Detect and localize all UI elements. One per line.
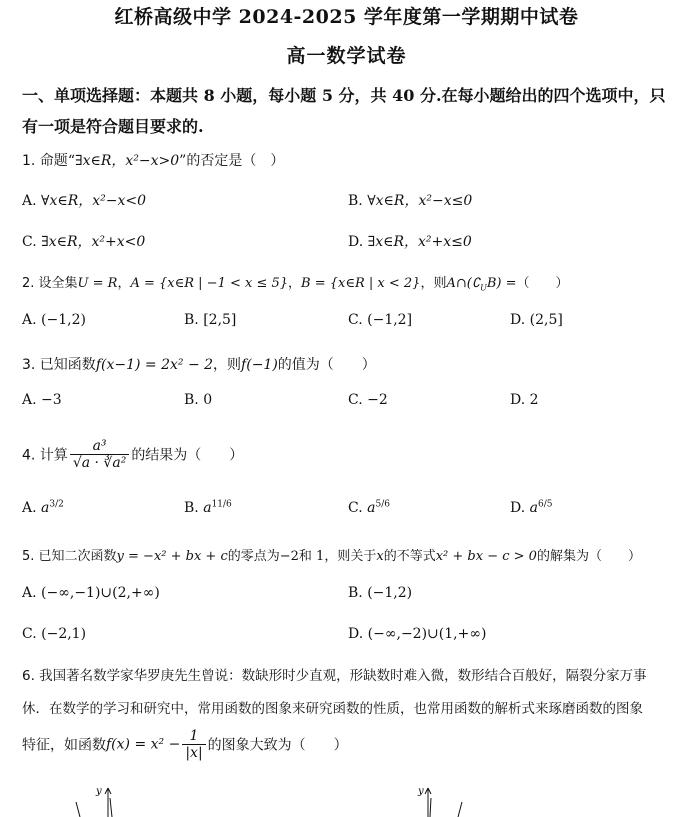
q3-option-b[interactable]: B. 0 xyxy=(184,392,213,408)
q6-graph-b-y-label: y xyxy=(418,786,424,797)
question-4: 4. 计算 $\frac{\text{a³}}{\text{√a · ∛a²}}$ 的结果为（ ） xyxy=(22,438,244,471)
q1-option-d[interactable]: D. ∃x∈R，x²+x≤0 xyxy=(348,234,472,250)
q3-option-a[interactable]: A. −3 xyxy=(22,392,62,408)
q1-statement: ∃x∈R，x²−x>0 xyxy=(74,153,180,169)
q1-prefix: 1. 命题 xyxy=(22,153,68,169)
q2-option-a[interactable]: A. (−1,2) xyxy=(22,312,86,328)
q6-line-2: 休．在数学的学习和研究中，常用函数的图象来研究函数的性质，也常用函数的解析式来琢磨函数的图象 xyxy=(22,701,643,717)
q3-option-c[interactable]: C. −2 xyxy=(348,392,388,408)
q1-close-quote: ” xyxy=(179,153,187,169)
q2-option-b[interactable]: B. [2,5] xyxy=(184,312,237,328)
question-6-line-3: 特征，如函数f(x) = x² − $\frac{1}{|x|}$ 的图象大致为（ ） xyxy=(22,728,348,761)
q6-fraction: $\frac{1}{|x|}$ xyxy=(182,728,205,761)
q6-line-1: 6. 我国著名数学家华罗庚先生曾说：数缺形时少直观，形缺数时难入微，数形结合百般好，隔裂分家万事 xyxy=(22,668,647,684)
q5-option-a[interactable]: A. (−∞,−1)∪(2,+∞) xyxy=(22,585,160,601)
q4-option-b[interactable]: B. $a^{11/6}$ xyxy=(184,499,232,516)
q6-graph-b-curve-right xyxy=(458,802,462,817)
q1-open-quote: “ xyxy=(67,153,75,169)
q5-option-b[interactable]: B. (−1,2) xyxy=(348,585,413,601)
q4-option-c[interactable]: C. $a^{5/6}$ xyxy=(348,499,390,516)
q6-graph-a-curve-right xyxy=(110,798,112,817)
question-3: 3. 已知函数f(x−1) = 2x² − 2，则f(−1)的值为（ ） xyxy=(22,357,376,373)
q6-graph-a-y-label: y xyxy=(96,786,102,797)
q5-option-c[interactable]: C. (−2,1) xyxy=(22,626,87,642)
exam-title: 红桥高级中学 2024-2025 学年度第一学期期中试卷 xyxy=(114,6,579,28)
q6-graph-b-partial xyxy=(412,784,472,817)
q1-option-b[interactable]: B. ∀x∈R，x²−x≤0 xyxy=(348,193,473,209)
q3-option-d[interactable]: D. 2 xyxy=(510,392,539,408)
q4-fraction: $\frac{\text{a³}}{\text{√a · ∛a²}}$ xyxy=(70,438,130,471)
exam-subtitle: 高一数学试卷 xyxy=(286,45,407,67)
section-heading: 一、单项选择题：本题共 8 小题，每小题 5 分，共 40 分.在每小题给出的四个选项中，只有一项是符合题目要求的. xyxy=(22,86,666,136)
q6-graph-a-partial xyxy=(70,784,130,817)
q1-option-c[interactable]: C. ∃x∈R，x²+x<0 xyxy=(22,234,146,250)
q1-option-a[interactable]: A. ∀x∈R，x²−x<0 xyxy=(22,193,147,209)
q6-graph-b-curve-left xyxy=(430,798,431,817)
q2-option-d[interactable]: D. (2,5] xyxy=(510,312,563,328)
q4-option-a[interactable]: A. $a^{3/2}$ xyxy=(22,499,64,516)
question-1 xyxy=(22,150,284,170)
question-5: 5. 已知二次函数y = −x² + bx + c的零点为−2和 1，则关于x的不等式x² + bx − c > 0的解集为（ ） xyxy=(22,549,641,564)
q4-option-d[interactable]: D. $a^{6/5}$ xyxy=(510,499,553,516)
q6-graph-a-curve-left xyxy=(76,802,80,817)
q1-suffix: 的否定是（ ） xyxy=(186,153,285,169)
q5-option-d[interactable]: D. (−∞,−2)∪(1,+∞) xyxy=(348,626,487,642)
q2-option-c[interactable]: C. (−1,2] xyxy=(348,312,413,328)
question-2: 2. 设全集U = R，A = {x∈R | −1 < x ≤ 5}，B = {x∈R | x < 2}，则$A\cap(∁_UB)$ =（ ） xyxy=(22,276,569,293)
